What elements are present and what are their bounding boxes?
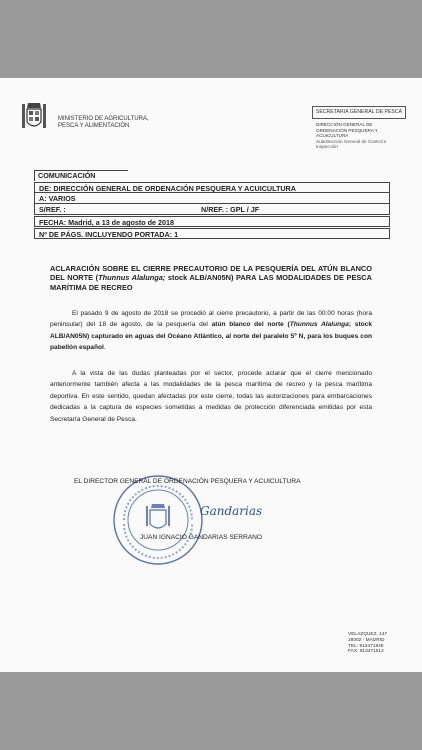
sref-label: S/REF. :: [39, 205, 66, 214]
para1-bold-d: ; stock ALB/AN05N) capturado en aguas del Océano Atlántico, al norte del paralelo 5º N, para los buques con pabellón español: [50, 321, 373, 352]
paginas-row: Nº DE PÁGS. INCLUYENDO PORTADA: 1: [34, 228, 390, 239]
dir-line-5: Inspección: [316, 144, 338, 150]
fecha-row: FECHA: Madrid, a 13 de agosto de 2018: [34, 216, 390, 227]
handwritten-signature: Gandarias: [200, 504, 263, 518]
paragraph-1: [50, 308, 372, 354]
ministry-line-2: PESCA Y ALIMENTACIÓN: [58, 123, 130, 129]
address-line-1: VELAZQUEZ, 147: [348, 632, 388, 637]
de-row: DE: DIRECCIÓN GENERAL DE ORDENACIÓN PESQUERA Y ACUICULTURA: [34, 182, 390, 193]
para1-bold-b: atún blanco del norte (: [211, 321, 290, 329]
communication-form: [34, 170, 390, 239]
ref-row: [34, 204, 390, 215]
ministry-line-1: MINISTERIO DE AGRICULTURA,: [58, 116, 149, 122]
communication-title: COMUNICACIÓN: [34, 170, 128, 181]
para1-italic-c: Thunnus Alalunga: [289, 321, 349, 329]
dir-line-2: ORDENACIÓN PESQUERA Y: [316, 127, 378, 133]
para1-text-e: .: [103, 344, 106, 352]
address-line-4: FAX: 913471512: [348, 649, 384, 655]
ministry-name: [58, 116, 149, 130]
directorate-block: [316, 122, 412, 150]
signatory-title: EL DIRECTOR GENERAL DE ORDENACIÓN PESQUERA Y ACUICULTURA: [74, 478, 301, 485]
address-line-3: TEL: 913471949: [348, 643, 384, 649]
heading-part-1: ACLARACIÓN SOBRE EL CIERRE PRECAUTORIO DE LA PESQUERÍA DEL ATÚN BLANCO DEL NORTE (: [50, 264, 372, 283]
secretaria-box: SECRETARIA GENERAL DE PESCA: [312, 106, 406, 119]
signatory-name: JUAN IGNACIO GANDARIAS SERRANO: [140, 534, 263, 541]
dir-line-1: DIRECCIÓN GENERAL DE: [316, 122, 373, 127]
heading-part-2: stock ALB/AN05N) PARA LAS MODALIDADES DE PESCA MARÍTIMA DE RECREO: [50, 273, 372, 292]
document-heading: [50, 264, 372, 292]
dir-line-3: ACUICULTURA: [316, 133, 349, 139]
heading-italic: Thunnus Alalunga;: [98, 273, 166, 283]
a-row: A: VARIOS: [34, 193, 390, 204]
official-stamp-icon: [110, 472, 206, 568]
nref-label: N/REF. : GPL / JF: [201, 205, 260, 214]
dir-line-4: Subdirección General de Control e: [316, 138, 387, 144]
coat-of-arms-icon: [20, 100, 48, 134]
paragraph-2: A la vista de las dudas planteadas por el sector, procede aclarar que el cierre mencionado anteriormente también afecta a las modalidades de la pesca marítima de recreo y la pesca marítima deportiva. En este sentido, quedan afectadas por este cierre, todas las autorizaciones para embarcaciones dedicadas a la captura de especies sometidas a medidas de protección diferenciada emitidas por esta Secretaría General de Pesca.: [50, 370, 372, 423]
para1-text-a: El pasado 9 de agosto de 2018 se procedió al cierre precautorio, a partir de las 00:00 horas (hora peninsular) del 18 de agosto, de la pesquería del: [50, 310, 372, 329]
address-line-2: 28002 - MADRID: [348, 637, 385, 643]
scan-margin-top: [0, 0, 422, 78]
document-page: [0, 78, 422, 672]
address-block: [348, 632, 387, 655]
scan-margin-bottom: [0, 672, 422, 750]
